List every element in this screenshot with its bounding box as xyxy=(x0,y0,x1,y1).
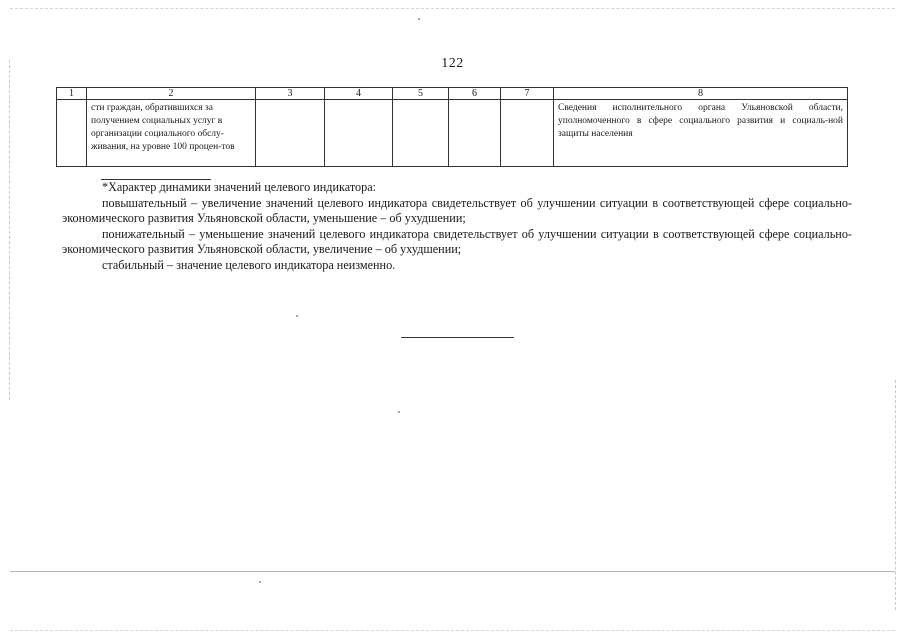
right-scan-edge xyxy=(895,380,896,610)
indicator-table xyxy=(56,87,848,167)
table-row xyxy=(57,100,848,167)
column-header: 2 xyxy=(87,88,256,100)
table-cell xyxy=(393,100,449,167)
table-cell xyxy=(256,100,325,167)
table-cell xyxy=(325,100,393,167)
table-cell xyxy=(87,100,256,167)
page-number: 122 xyxy=(441,56,464,71)
footnote-title: *Характер динамики значений целевого индикатора: xyxy=(102,180,377,194)
column-header: 4 xyxy=(325,88,393,100)
footnote-stable: стабильный – значение целевого индикатора неизменно. xyxy=(102,257,396,272)
scan-speck xyxy=(296,315,298,317)
table-cell xyxy=(501,100,554,167)
column-header: 8 xyxy=(554,88,848,100)
footnote-increasing: повышательный – увеличение значений целевого индикатора свидетельствует об улучшении ситуации в соответствующей сфере социально-экономического развития Ульяновской области, уменьшение – об ухудшении; xyxy=(62,195,852,225)
table-cell xyxy=(554,100,848,167)
table-header-row xyxy=(57,88,848,100)
data-source: Сведения исполнительного органа Ульяновской области, уполномоченного в сфере социального развития и социаль-ной защиты населения xyxy=(558,103,843,139)
bottom-scan-band xyxy=(10,571,895,572)
scan-speck xyxy=(398,411,400,413)
column-header: 7 xyxy=(501,88,554,100)
footnote-decreasing: понижательный – уменьшение значений целевого индикатора свидетельствует об улучшении ситуации в соответствующей сфере социально-экономического развития Ульяновской области, увеличение – об ухудшении; xyxy=(62,226,852,256)
bottom-scan-edge xyxy=(10,630,895,631)
top-scan-edge xyxy=(10,8,895,9)
scan-speck xyxy=(418,18,420,20)
scan-speck xyxy=(259,581,261,583)
left-scan-edge xyxy=(9,60,10,400)
column-header: 1 xyxy=(57,88,87,100)
column-header: 6 xyxy=(449,88,501,100)
column-header: 3 xyxy=(256,88,325,100)
end-rule xyxy=(401,337,514,338)
column-header: 5 xyxy=(393,88,449,100)
indicator-description: сти граждан, обратившихся за получением социальных услуг в организации социального обслу-живания, на уровне 100 процен-тов xyxy=(91,103,235,152)
table-cell xyxy=(57,100,87,167)
footnote xyxy=(62,180,852,273)
table-cell xyxy=(449,100,501,167)
